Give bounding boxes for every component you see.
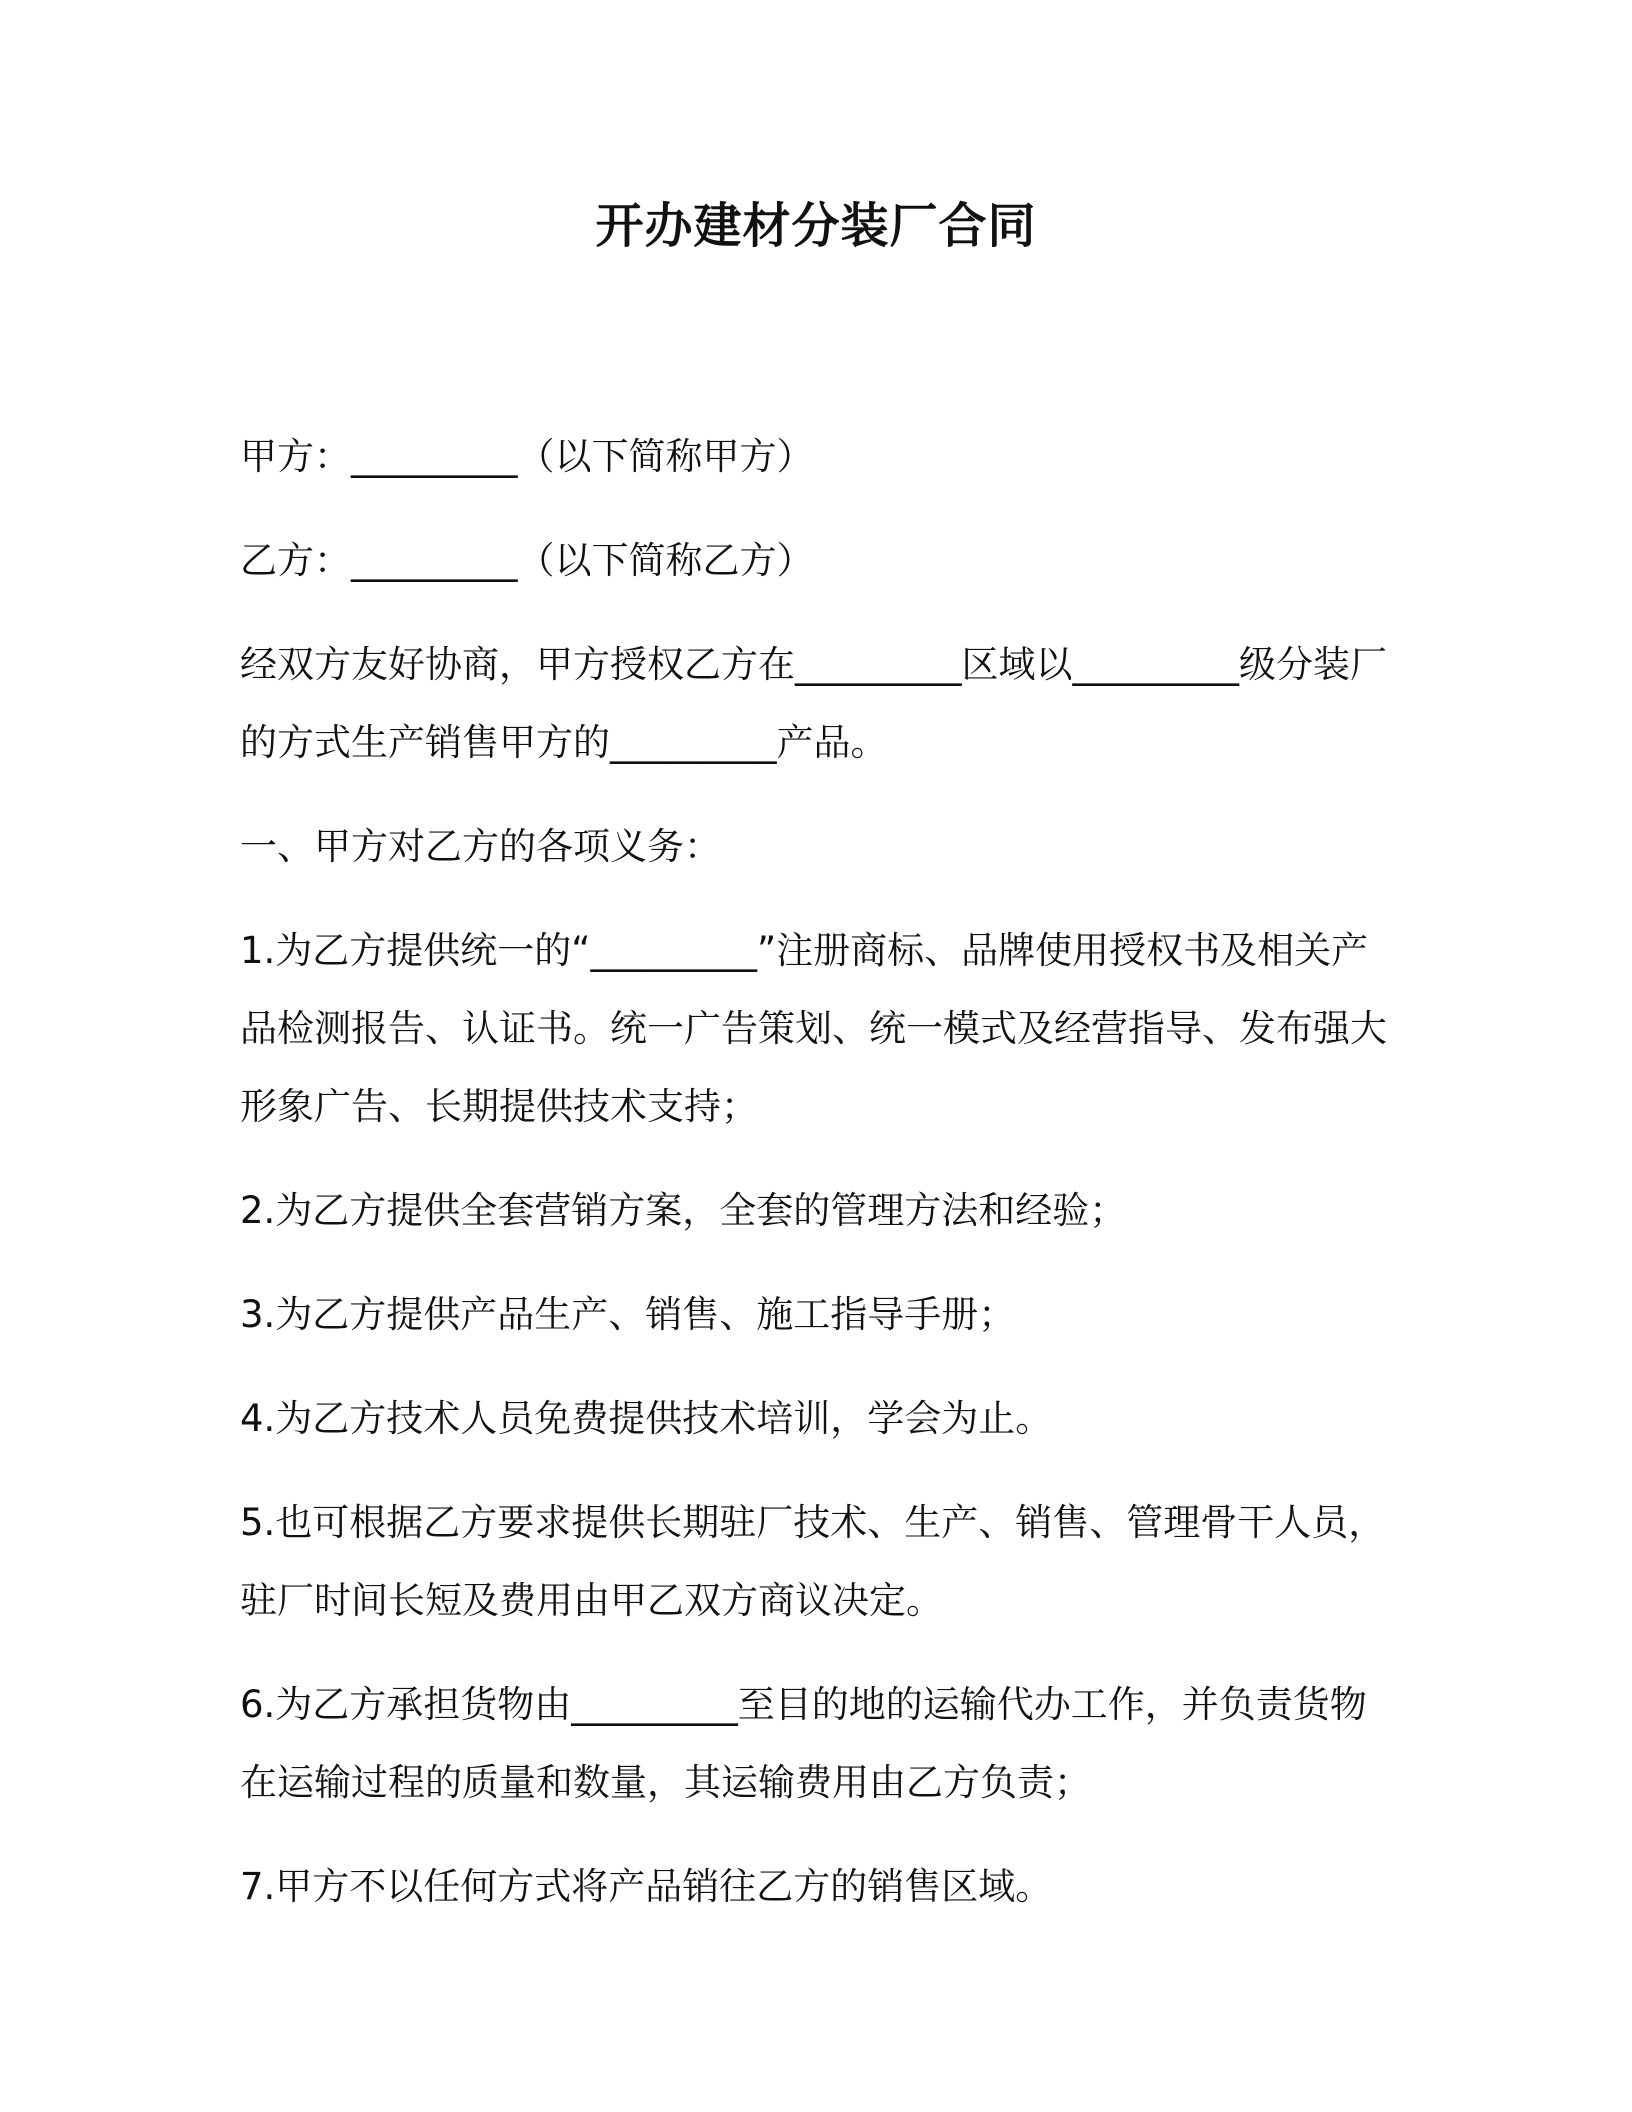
clause-5: 5.也可根据乙方要求提供长期驻厂技术、生产、销售、管理骨干人员，驻厂时间长短及费用由甲乙双方商议决定。 (240, 1501, 1386, 1622)
clause-2: 2.为乙方提供全套营销方案，全套的管理方法和经验； (240, 1189, 1127, 1232)
agreement-intro: 经双方友好协商，甲方授权乙方在_________区域以_________级分装厂的方式生产销售甲方的_________产品。 (240, 643, 1387, 764)
contract-body (240, 418, 1400, 1952)
clause-1: 1.为乙方提供统一的“_________”注册商标、品牌使用授权书及相关产品检测报告、认证书。统一广告策划、统一模式及经营指导、发布强大形象广告、长期提供技术支持； (240, 929, 1387, 1128)
clause-3: 3.为乙方提供产品生产、销售、施工指导手册； (240, 1293, 1016, 1336)
clause-4: 4.为乙方技术人员免费提供技术培训，学会为止。 (240, 1397, 1053, 1440)
section-heading: 一、甲方对乙方的各项义务： (240, 825, 721, 868)
party-a-line: 甲方：_________（以下简称甲方） (240, 435, 814, 478)
clause-6: 6.为乙方承担货物由_________至目的地的运输代办工作，并负责货物在运输过程的质量和数量，其运输费用由乙方负责； (240, 1683, 1367, 1804)
party-b-line: 乙方：_________（以下简称乙方） (240, 539, 814, 582)
page-title: 开办建材分装厂合同 (595, 198, 1037, 254)
clause-7: 7.甲方不以任何方式将产品销往乙方的销售区域。 (240, 1865, 1053, 1908)
